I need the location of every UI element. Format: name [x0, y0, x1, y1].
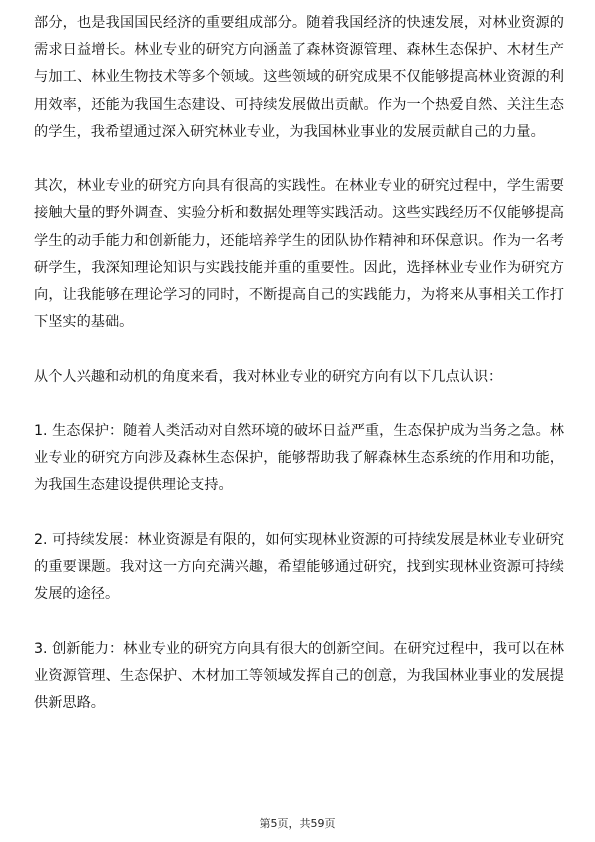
- paragraph-2: 其次，林业专业的研究方向具有很高的实践性。在林业专业的研究过程中，学生需要接触大量的野外调查、实验分析和数据处理等实践活动。这些实践经历不仅能够提高学生的动手能力和创新能力，还能培养学生的团队协作精神和环保意识。作为一名考研学生，我深知理论知识与实践技能并重的重要性。因此，选择林业专业作为研究方向，让我能够在理论学习的同时，不断提高自己的实践能力，为将来从事相关工作打下坚实的基础。: [34, 178, 564, 331]
- paragraph-spacer: [34, 608, 564, 635]
- paragraph-spacer: [34, 500, 564, 527]
- list-item-sustainability: 2. 可持续发展：林业资源是有限的，如何实现林业资源的可持续发展是林业专业研究的重要课题。我对这一方向充满兴趣，希望能够通过研究，找到实现林业资源可持续发展的途径。: [34, 531, 564, 603]
- list-item-innovation: 3. 创新能力：林业专业的研究方向具有很大的创新空间。在研究过程中，我可以在林业资源管理、生态保护、木材加工等领域发挥自己的创意，为我国林业事业的发展提供新思路。: [34, 640, 564, 711]
- paragraph-3: 从个人兴趣和动机的角度来看，我对林业专业的研究方向有以下几点认识：: [34, 368, 503, 385]
- paragraph-1: 部分，也是我国国民经济的重要组成部分。随着我国经济的快速发展，对林业资源的需求日益增长。林业专业的研究方向涵盖了森林资源管理、森林生态保护、木材生产与加工、林业生物技术等多个领域。这些领域的研究成果不仅能够提高林业资源的利用效率，还能为我国生态建设、可持续发展做出贡献。作为一个热爱自然、关注生态的学生，我希望通过深入研究林业专业，为我国林业事业的发展贡献自己的力量。: [34, 15, 564, 140]
- paragraph-spacer: [34, 146, 564, 173]
- paragraph-spacer: [34, 336, 564, 363]
- list-item-ecology: 1. 生态保护：随着人类活动对自然环境的破坏日益严重，生态保护成为当务之急。林业专业的研究方向涉及森林生态保护，能够帮助我了解森林生态系统的作用和功能，为我国生态建设提供理论支持。: [34, 423, 564, 494]
- document-body: [34, 10, 564, 717]
- page-number-footer: 第5页，共59页: [259, 817, 336, 830]
- paragraph-spacer: [34, 391, 564, 418]
